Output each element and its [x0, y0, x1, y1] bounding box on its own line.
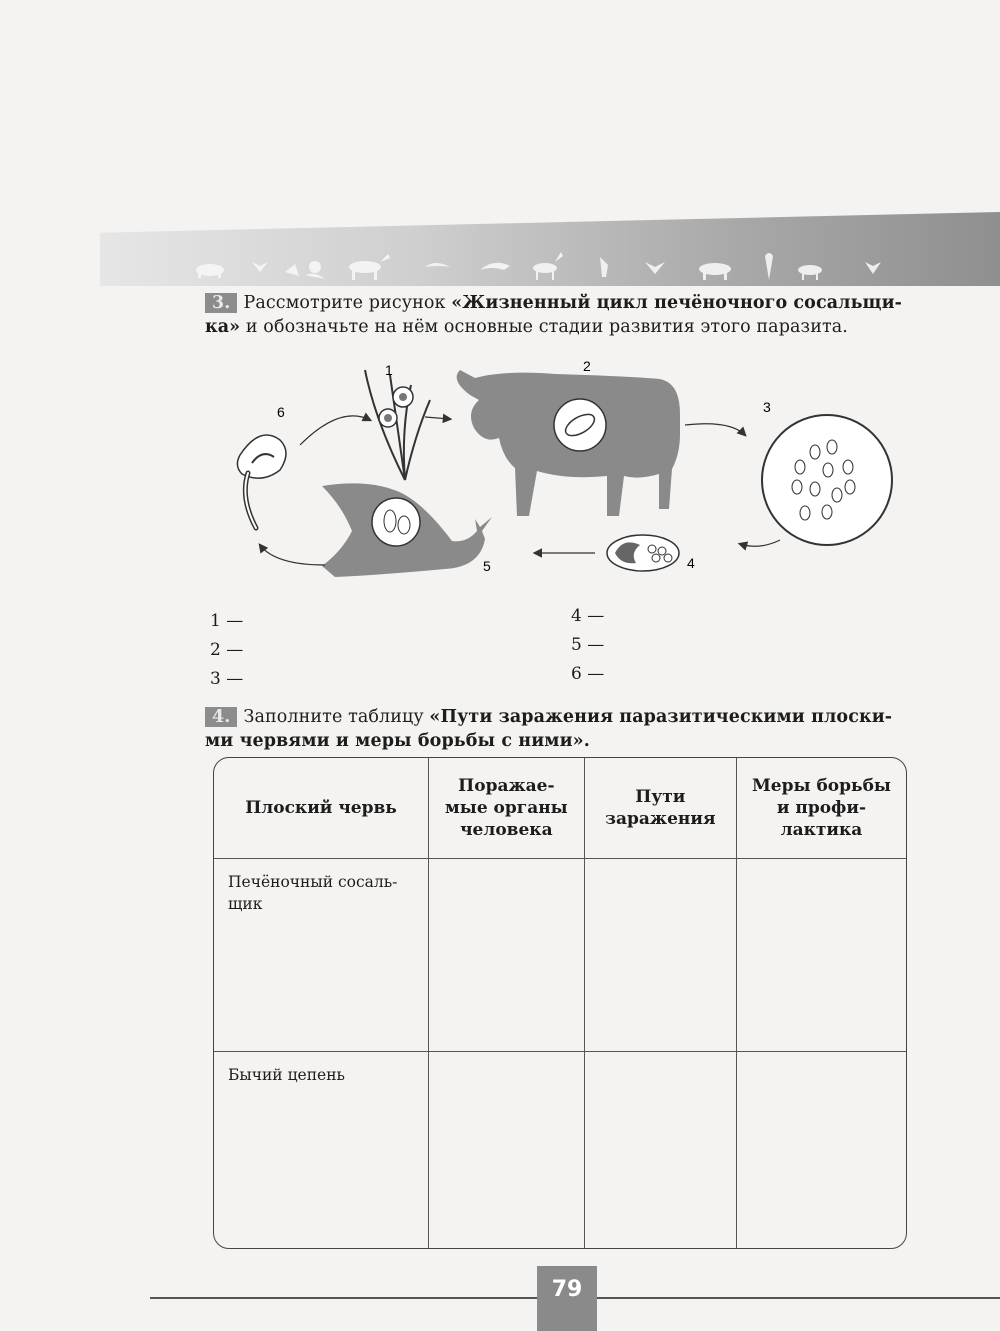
- cercaria-icon: [237, 435, 286, 528]
- label-3: 3: [763, 399, 771, 415]
- table-row: [214, 1051, 906, 1248]
- cell-prevention[interactable]: [736, 858, 906, 1051]
- answer-line-2[interactable]: 2 —: [210, 640, 244, 660]
- task-number-badge: 3.: [205, 293, 237, 313]
- answer-line-6[interactable]: 6 —: [571, 664, 605, 684]
- task-3-title-cont: ка»: [205, 317, 241, 337]
- header-worm: Плоский червь: [214, 758, 429, 858]
- label-5: 5: [483, 558, 491, 574]
- cell-infection-routes[interactable]: [584, 858, 736, 1051]
- cell-worm-name: Печёночный сосаль- щик: [214, 858, 429, 1051]
- cell-worm-name: Бычий цепень: [214, 1051, 429, 1248]
- task-4-title: «Пути заражения паразитическими плоски-: [429, 707, 893, 727]
- miracidium-egg-icon: [607, 535, 679, 571]
- cow-with-adult-fluke-icon: [457, 370, 680, 516]
- task-3-text: Рассмотрите рисунок: [243, 293, 452, 313]
- life-cycle-diagram: [200, 355, 920, 595]
- worms-table: [213, 757, 907, 1249]
- task-3-instruction: [205, 291, 925, 339]
- task-4-text: Заполните таблицу: [243, 707, 430, 727]
- label-1: 1: [385, 362, 393, 378]
- table-header-row: [214, 758, 906, 858]
- header-organs: Поражае- мые органы человека: [429, 758, 585, 858]
- animal-silhouettes-icon: [100, 212, 1000, 286]
- task-3-text-after: и обозначьте на нём основные стадии развития этого паразита.: [240, 317, 848, 337]
- task-4-title-cont: ми червями и меры борьбы с ними».: [205, 731, 590, 751]
- page-number: 79: [537, 1266, 597, 1331]
- label-4: 4: [687, 555, 695, 571]
- worms-table-grid: [214, 758, 906, 1248]
- answer-line-1[interactable]: 1 —: [210, 611, 244, 631]
- answer-line-4[interactable]: 4 —: [571, 606, 605, 626]
- task-4-instruction: [205, 705, 925, 753]
- header-banner: [100, 212, 1000, 286]
- task-3-title: «Жизненный цикл печёночного сосальщи-: [451, 293, 903, 313]
- answers-left: [210, 607, 243, 694]
- header-infection-routes: Пути заражения: [584, 758, 736, 858]
- plant-with-cyst-icon: [365, 370, 430, 480]
- label-6: 6: [277, 404, 285, 420]
- table-row: [214, 858, 906, 1051]
- cell-organs[interactable]: [429, 858, 585, 1051]
- snail-with-sporocyst-icon: [322, 483, 492, 577]
- task-number-badge: 4.: [205, 707, 237, 727]
- cell-infection-routes[interactable]: [584, 1051, 736, 1248]
- cell-organs[interactable]: [429, 1051, 585, 1248]
- eggs-circle-icon: [762, 415, 892, 545]
- cell-prevention[interactable]: [736, 1051, 906, 1248]
- answer-line-3[interactable]: 3 —: [210, 669, 244, 689]
- answer-line-5[interactable]: 5 —: [571, 635, 605, 655]
- header-prevention: Меры борьбы и профи- лактика: [736, 758, 906, 858]
- answers-right: [571, 602, 604, 689]
- label-2: 2: [583, 358, 591, 374]
